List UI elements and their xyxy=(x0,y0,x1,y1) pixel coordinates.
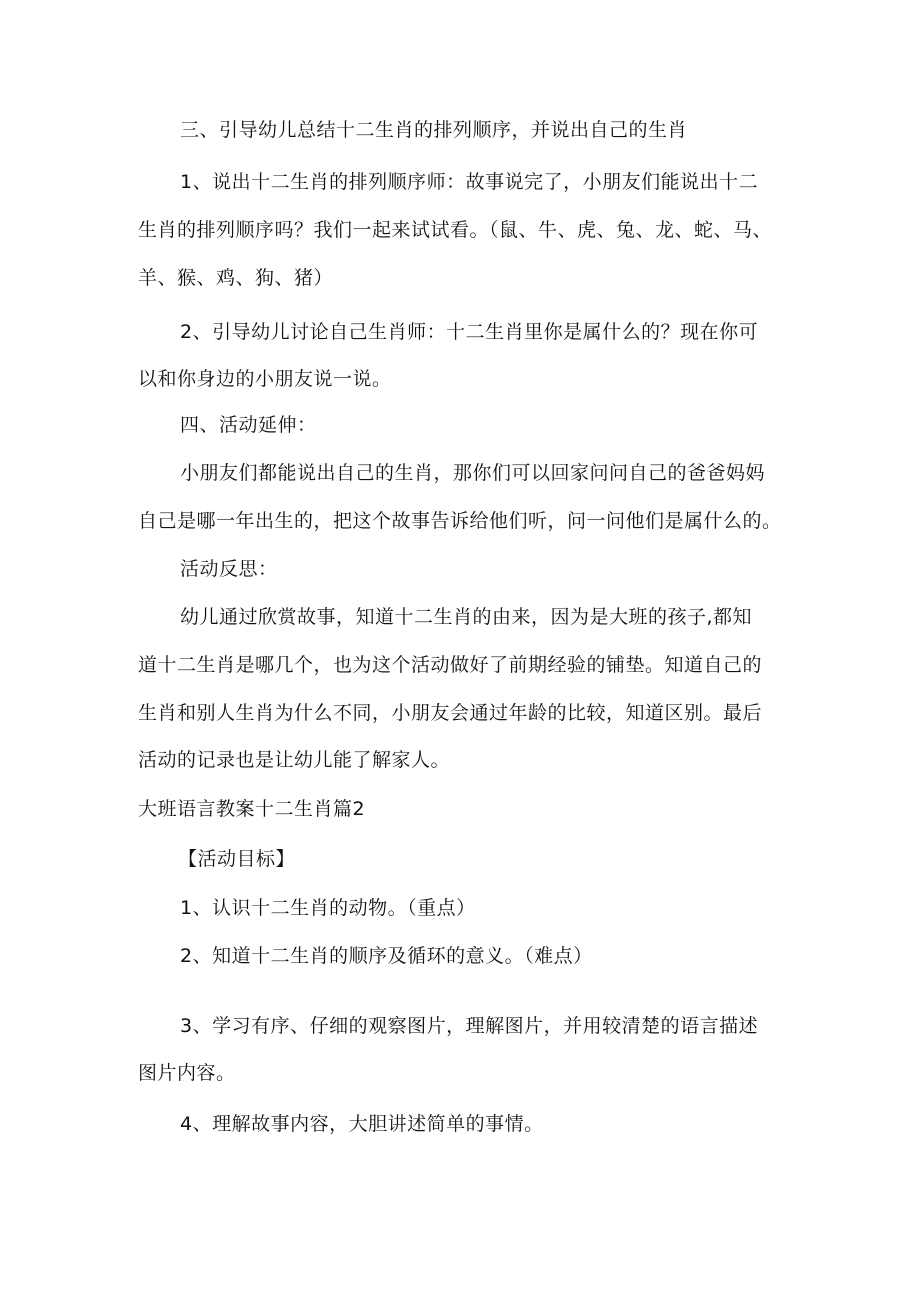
objective-item: 2、知道十二生肖的顺序及循环的意义。（难点） xyxy=(180,945,593,967)
objective-item: 4、理解故事内容，大胆讲述简单的事情。 xyxy=(180,1113,544,1135)
objective-item: 1、认识十二生肖的动物。（重点） xyxy=(180,897,476,919)
section-heading-four: 四、活动延伸： xyxy=(180,414,317,436)
paragraph-line: 以和你身边的小朋友说一说。 xyxy=(138,368,392,390)
paragraph-line: 道十二生肖是哪几个，也为这个活动做好了前期经验的铺垫。知道自己的 xyxy=(138,654,763,676)
objective-item: 3、学习有序、仔细的观察图片，理解图片，并用较清楚的语言描述 xyxy=(180,1015,759,1037)
paragraph-line: 生肖的排列顺序吗？我们一起来试试看。（鼠、牛、虎、兔、龙、蛇、马、 xyxy=(138,219,773,241)
paragraph-line: 羊、猴、鸡、狗、猪） xyxy=(138,267,334,289)
paragraph-line: 生肖和别人生肖为什么不同，小朋友会通过年龄的比较，知道区别。最后 xyxy=(138,702,763,724)
objectives-heading: 【活动目标】 xyxy=(178,848,296,870)
paragraph-line: 图片内容。 xyxy=(138,1062,236,1084)
paragraph-line: 自己是哪一年出生的，把这个故事告诉给他们听，问一问他们是属什么的。 xyxy=(138,510,782,532)
article-title: 大班语言教案十二生肖篇2 xyxy=(138,798,366,820)
paragraph-line: 2、引导幼儿讨论自己生肖师：十二生肖里你是属什么的？现在你可 xyxy=(180,321,759,343)
section-heading-three: 三、引导幼儿总结十二生肖的排列顺序，并说出自己的生肖 xyxy=(180,119,688,141)
paragraph-line: 活动的记录也是让幼儿能了解家人。 xyxy=(138,749,451,771)
paragraph-line: 1、说出十二生肖的排列顺序师：故事说完了，小朋友们能说出十二 xyxy=(180,171,759,193)
paragraph-line: 幼儿通过欣赏故事，知道十二生肖的由来，因为是大班的孩子,都知 xyxy=(180,606,753,628)
reflection-heading: 活动反思： xyxy=(180,558,278,580)
paragraph-line: 小朋友们都能说出自己的生肖，那你们可以回家问问自己的爸爸妈妈 xyxy=(180,462,766,484)
